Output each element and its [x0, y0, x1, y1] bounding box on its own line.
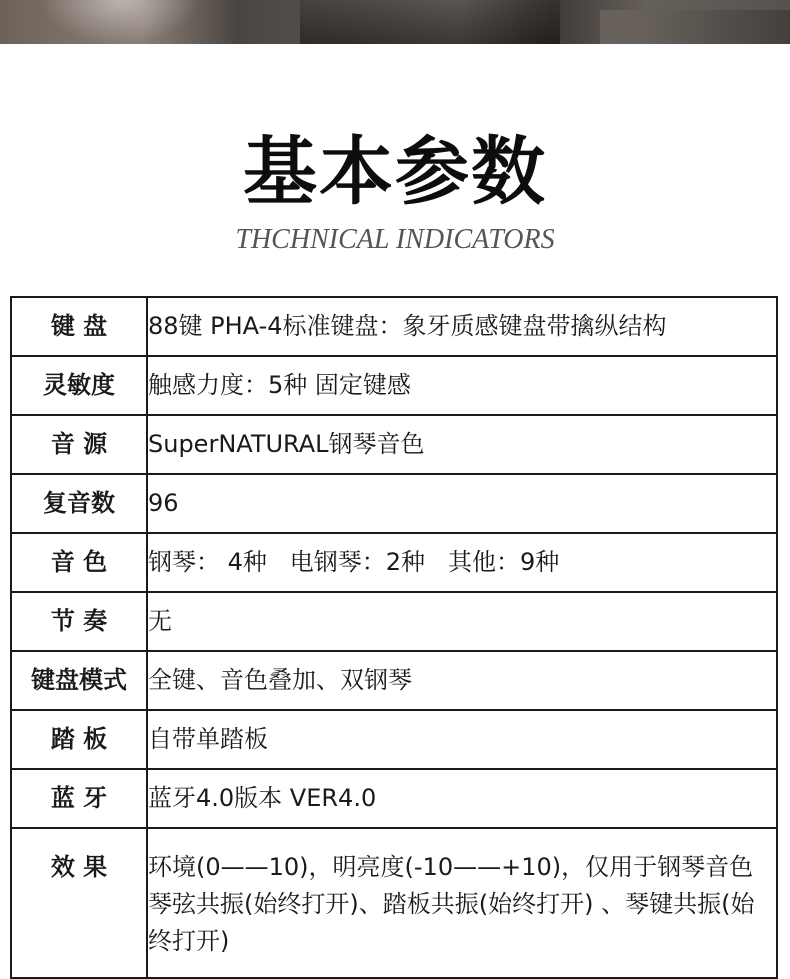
- spec-row-polyphony: [11, 474, 777, 533]
- spec-value: 88键 PHA-4标准键盘：象牙质感键盘带擒纵结构: [147, 297, 777, 356]
- spec-label: 音 色: [11, 533, 147, 592]
- spec-row-sensitivity: [11, 356, 777, 415]
- specs-table: [10, 296, 778, 979]
- spec-label: 效 果: [11, 828, 147, 978]
- top-banner-photo: [0, 0, 790, 44]
- spec-value: 环境(0——10)，明亮度(-10——+10)，仅用于钢琴音色琴弦共振(始终打开)、踏板共振(始终打开) 、琴键共振(始终打开): [147, 828, 777, 978]
- banner-shadow: [300, 0, 560, 44]
- spec-value: 无: [147, 592, 777, 651]
- spec-value: 全键、音色叠加、双钢琴: [147, 651, 777, 710]
- spec-row-tones: [11, 533, 777, 592]
- page-title: 基本参数: [243, 129, 547, 215]
- spec-label: 键盘模式: [11, 651, 147, 710]
- spec-value: 自带单踏板: [147, 710, 777, 769]
- spec-row-bluetooth: [11, 769, 777, 828]
- spec-label: 蓝 牙: [11, 769, 147, 828]
- spec-value: 钢琴： 4种 电钢琴：2种 其他：9种: [147, 533, 777, 592]
- banner-edge: [600, 10, 790, 44]
- spec-row-sound-source: [11, 415, 777, 474]
- spec-row-rhythm: [11, 592, 777, 651]
- spec-label: 踏 板: [11, 710, 147, 769]
- spec-label: 节 奏: [11, 592, 147, 651]
- spec-value: SuperNATURAL钢琴音色: [147, 415, 777, 474]
- spec-value: 触感力度：5种 固定键感: [147, 356, 777, 415]
- spec-value: 蓝牙4.0版本 VER4.0: [147, 769, 777, 828]
- spec-row-effects: [11, 828, 777, 978]
- spec-row-pedal: [11, 710, 777, 769]
- spec-label: 音 源: [11, 415, 147, 474]
- spec-row-keyboard: [11, 297, 777, 356]
- spec-label: 键 盘: [11, 297, 147, 356]
- banner-highlight: [40, 0, 200, 44]
- page-subtitle: THCHNICAL INDICATORS: [235, 224, 555, 255]
- spec-label: 灵敏度: [11, 356, 147, 415]
- spec-value: 96: [147, 474, 777, 533]
- spec-label: 复音数: [11, 474, 147, 533]
- spec-row-keyboard-mode: [11, 651, 777, 710]
